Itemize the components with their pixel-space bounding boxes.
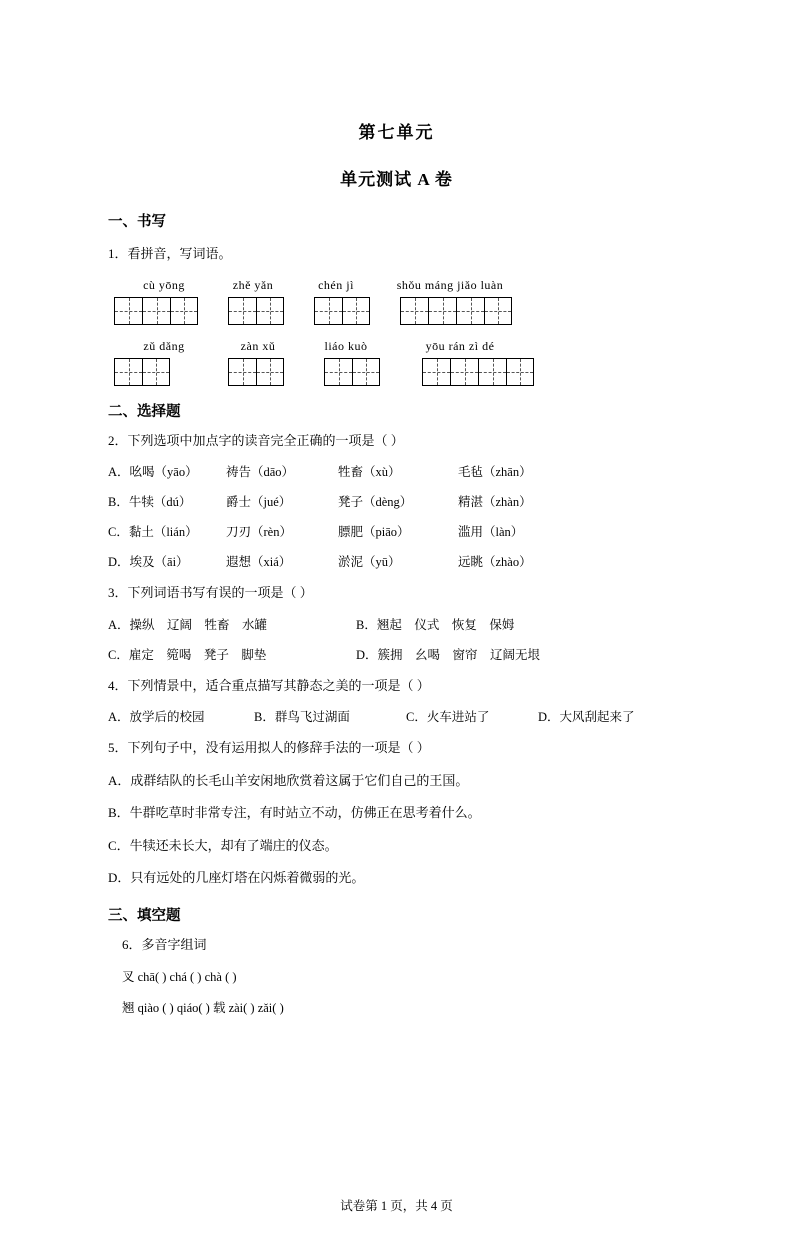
section-heading-choice: 二、选择题 bbox=[108, 403, 181, 420]
tianzige-group[interactable] bbox=[314, 297, 370, 325]
tianzige-cell[interactable] bbox=[114, 297, 142, 325]
tianzige-cell[interactable] bbox=[228, 297, 256, 325]
tianzige-group[interactable] bbox=[114, 297, 198, 325]
tianzige-group[interactable] bbox=[422, 358, 534, 386]
tianzige-cell[interactable] bbox=[352, 358, 380, 386]
option-item[interactable]: 淤泥（yū） bbox=[338, 555, 401, 569]
tianzige-cell[interactable] bbox=[428, 297, 456, 325]
page-footer: 试卷第 1 页，共 4 页 bbox=[340, 1199, 453, 1213]
option-item[interactable]: 刀刃（rèn） bbox=[226, 525, 292, 539]
option-item[interactable]: 膘肥（piāo） bbox=[338, 525, 410, 539]
option-item[interactable]: B．翘起 仪式 恢复 保姆 bbox=[356, 617, 515, 632]
option-item[interactable]: D．埃及（āi） bbox=[108, 555, 189, 569]
tianzige-cell[interactable] bbox=[314, 297, 342, 325]
tianzige-cell[interactable] bbox=[170, 297, 198, 325]
tianzige-row-1 bbox=[108, 297, 685, 325]
pinyin-group: zǔ dǎng bbox=[143, 338, 185, 353]
tianzige-cell[interactable] bbox=[114, 358, 142, 386]
option-item[interactable]: A．放学后的校园 bbox=[108, 710, 205, 724]
question-2-stem: 2．下列选项中加点字的读音完全正确的一项是（ ） bbox=[108, 432, 404, 448]
question-2-row-a bbox=[108, 462, 685, 480]
question-1-stem: 1．看拼音，写词语。 bbox=[108, 246, 232, 261]
option-item[interactable]: C．黏土（lián） bbox=[108, 525, 198, 539]
question-3-row-1 bbox=[108, 615, 685, 633]
tianzige-cell[interactable] bbox=[400, 297, 428, 325]
tianzige-cell[interactable] bbox=[228, 358, 256, 386]
tianzige-cell[interactable] bbox=[256, 358, 284, 386]
tianzige-cell[interactable] bbox=[324, 358, 352, 386]
page-subtitle: 单元测试 A 卷 bbox=[340, 170, 453, 189]
section-heading-fill: 三、填空题 bbox=[108, 907, 181, 924]
option-item[interactable]: 牲畜（xù） bbox=[338, 465, 401, 479]
option-item[interactable]: B．牛犊（dú） bbox=[108, 495, 192, 509]
option-item[interactable]: 滥用（làn） bbox=[458, 525, 524, 539]
question-6-stem: 6．多音字组词 bbox=[122, 936, 207, 952]
option-item[interactable]: 毛毡（zhān） bbox=[458, 465, 532, 479]
tianzige-cell[interactable] bbox=[142, 358, 170, 386]
tianzige-cell[interactable] bbox=[450, 358, 478, 386]
pinyin-group: chén jì bbox=[318, 277, 354, 292]
option-item[interactable]: C．火车进站了 bbox=[406, 710, 490, 724]
question-2-row-b bbox=[108, 492, 685, 510]
pinyin-group: zàn xǔ bbox=[240, 338, 276, 353]
pinyin-row-1 bbox=[108, 278, 685, 293]
option-item[interactable]: 遐想（xiá） bbox=[226, 555, 292, 569]
page-title: 第七单元 bbox=[358, 123, 435, 142]
option-item[interactable]: D．大风刮起来了 bbox=[538, 710, 635, 724]
pinyin-group: zhě yǎn bbox=[232, 277, 274, 292]
tianzige-row-2 bbox=[108, 358, 685, 386]
tianzige-cell[interactable] bbox=[256, 297, 284, 325]
tianzige-cell[interactable] bbox=[478, 358, 506, 386]
question-4-stem: 4．下列情景中，适合重点描写其静态之美的一项是（ ） bbox=[108, 677, 430, 693]
question-3-stem: 3．下列词语书写有误的一项是（ ） bbox=[108, 585, 313, 600]
question-6-line-1[interactable]: 叉 chā( ) chá ( ) chà ( ) bbox=[122, 970, 237, 984]
pinyin-group: yōu rán zì dé bbox=[425, 338, 495, 353]
question-5-stem: 5．下列句子中，没有运用拟人的修辞手法的一项是（ ） bbox=[108, 740, 430, 755]
option-item[interactable]: 远眺（zhào） bbox=[458, 555, 532, 569]
pinyin-group: shǒu máng jiǎo luàn bbox=[396, 277, 504, 292]
question-5-option-a[interactable]: A．成群结队的长毛山羊安闲地欣赏着这属于它们自己的王国。 bbox=[108, 772, 469, 788]
exam-page bbox=[0, 118, 793, 1240]
option-item[interactable]: 爵士（jué） bbox=[226, 495, 292, 509]
question-3-row-2 bbox=[108, 645, 685, 663]
tianzige-cell[interactable] bbox=[342, 297, 370, 325]
question-2-row-c bbox=[108, 522, 685, 540]
question-6-line-2[interactable]: 翘 qiào ( ) qiáo( ) 载 zài( ) zǎi( ) bbox=[122, 1001, 284, 1015]
tianzige-cell[interactable] bbox=[142, 297, 170, 325]
option-item[interactable]: 精湛（zhàn） bbox=[458, 495, 532, 509]
question-5-option-d[interactable]: D．只有远处的几座灯塔在闪烁着微弱的光。 bbox=[108, 870, 365, 885]
tianzige-cell[interactable] bbox=[456, 297, 484, 325]
option-item[interactable]: B．群鸟飞过湖面 bbox=[254, 710, 350, 724]
option-item[interactable]: C．雇定 箢喝 凳子 脚垫 bbox=[108, 647, 267, 662]
tianzige-group[interactable] bbox=[228, 358, 284, 386]
question-5-option-b[interactable]: B．牛群吃草时非常专注，有时站立不动，仿佛正在思考着什么。 bbox=[108, 805, 481, 820]
pinyin-group: liáo kuò bbox=[324, 338, 368, 353]
option-item[interactable]: D．簇拥 幺喝 窗帘 辽阔无垠 bbox=[356, 647, 541, 662]
tianzige-group[interactable] bbox=[228, 297, 284, 325]
option-item[interactable]: 祷告（dāo） bbox=[226, 465, 295, 479]
section-heading-writing: 一、书写 bbox=[108, 214, 166, 230]
option-item[interactable]: A．操纵 辽阔 牲畜 水罐 bbox=[108, 617, 268, 632]
question-4-options bbox=[108, 707, 685, 725]
tianzige-cell[interactable] bbox=[506, 358, 534, 386]
tianzige-cell[interactable] bbox=[484, 297, 512, 325]
pinyin-row-2 bbox=[108, 339, 685, 354]
pinyin-group: cù yōng bbox=[143, 277, 185, 292]
option-item[interactable]: A．吆喝（yāo） bbox=[108, 465, 198, 479]
question-2-row-d bbox=[108, 552, 685, 570]
tianzige-group[interactable] bbox=[400, 297, 512, 325]
tianzige-group[interactable] bbox=[114, 358, 170, 386]
option-item[interactable]: 凳子（dèng） bbox=[338, 495, 413, 509]
tianzige-group[interactable] bbox=[324, 358, 380, 386]
question-5-option-c[interactable]: C．牛犊还未长大，却有了端庄的仪态。 bbox=[108, 837, 338, 853]
tianzige-cell[interactable] bbox=[422, 358, 450, 386]
